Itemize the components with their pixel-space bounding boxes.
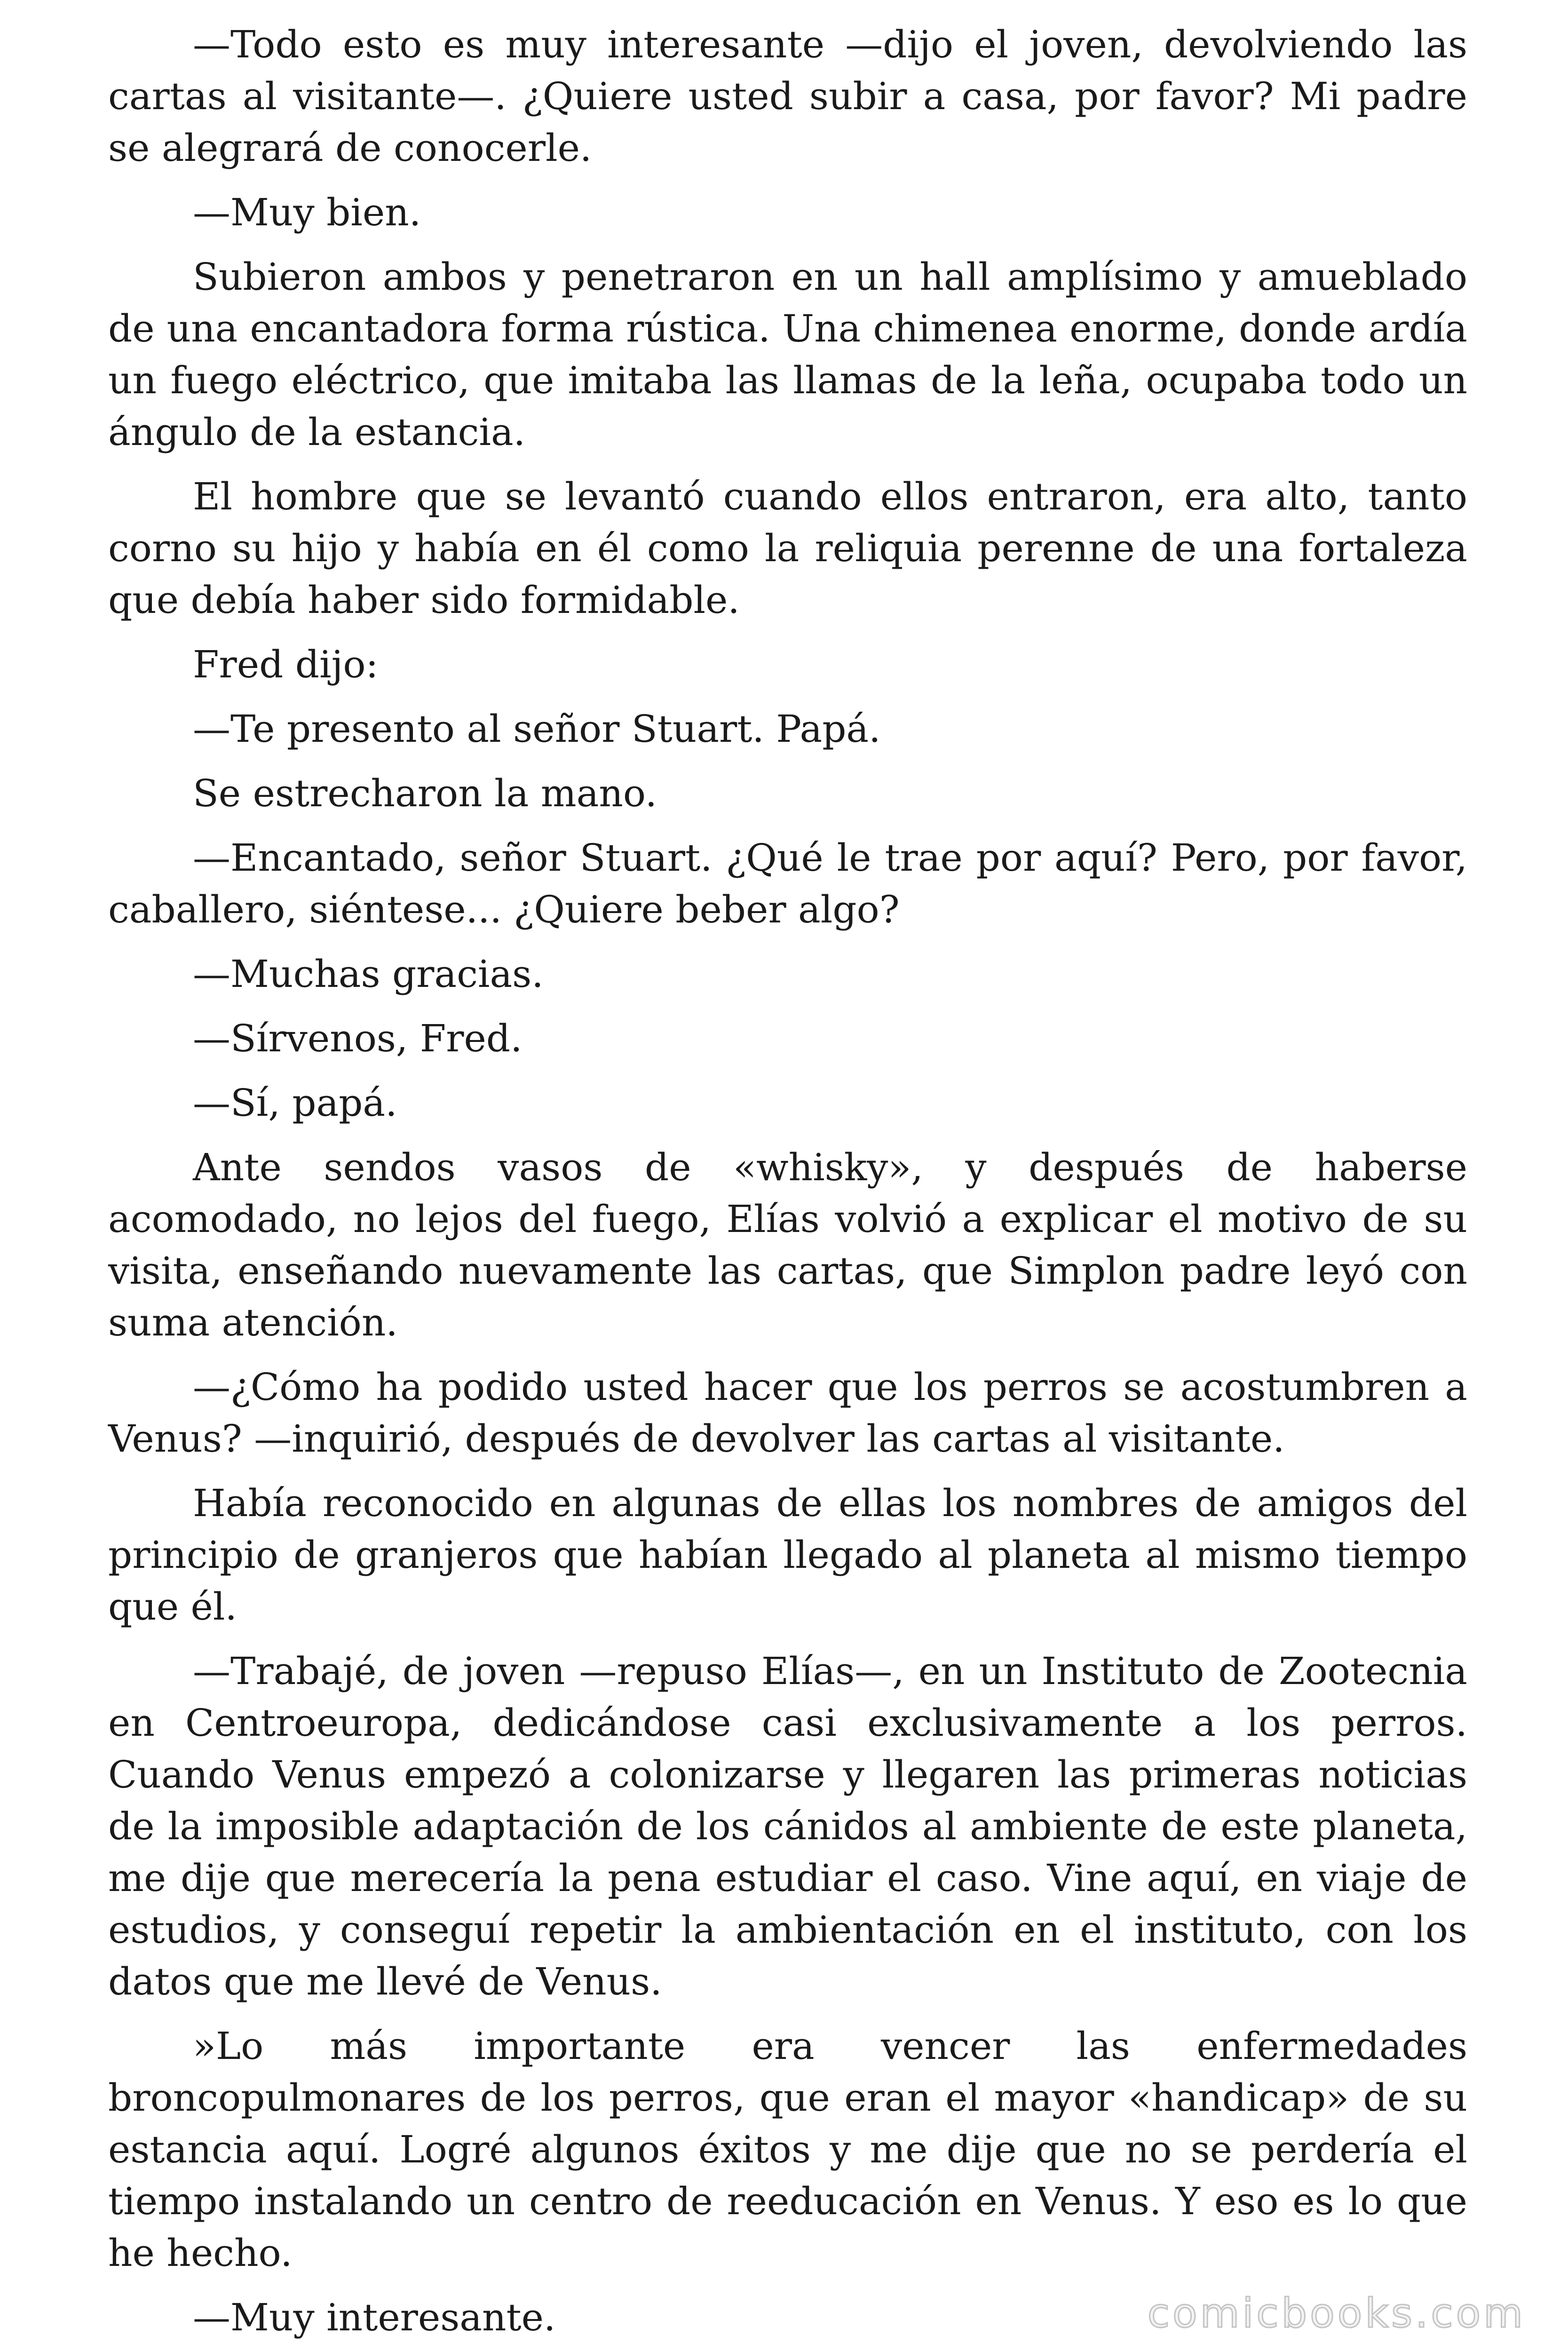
paragraph: —Trabajé, de joven —repuso Elías—, en un Instituto de Zootecnia en Centroeuropa, dedicándose casi exclusivamente a los perros. Cuando Venus empezó a colonizarse y llegaren las primeras noticias de la imposible adaptación de los cánidos al ambiente de este planeta, me dije que merecería la pena estudiar el caso. Vine aquí, en viaje de estudios, y conseguí repetir la ambientación en el instituto, con los datos que me llevé de Venus. bbox=[108, 1649, 1467, 2003]
paragraph: —¿Cómo ha podido usted hacer que los perros se acostumbren a Venus? —inquirió, después de devolver las cartas al visitante. bbox=[108, 1365, 1467, 1461]
paragraph: Había reconocido en algunas de ellas los nombres de amigos del principio de granjeros que habían llegado al planeta al mismo tiempo que él. bbox=[108, 1481, 1467, 1629]
paragraph: —Muy interesante. bbox=[193, 2296, 556, 2339]
paragraph: Fred dijo: bbox=[193, 643, 379, 686]
paragraph: —Encantado, señor Stuart. ¿Qué le trae por aquí? Pero, por favor, caballero, siéntese... ¿Quiere beber algo? bbox=[108, 836, 1467, 931]
paragraph: —Te presento al señor Stuart. Papá. bbox=[193, 707, 881, 751]
paragraph: »Lo más importante era vencer las enfermedades broncopulmonares de los perros, que eran el mayor «handicap» de su estancia aquí. Logré algunos éxitos y me dije que no se perdería el tiempo instalando un centro de reeducación en Venus. Y eso es lo que he hecho. bbox=[108, 2024, 1467, 2275]
paragraph: —Sí, papá. bbox=[193, 1081, 397, 1125]
paragraph: —Muy bien. bbox=[193, 191, 421, 234]
paragraph: —Muchas gracias. bbox=[193, 952, 544, 996]
paragraph: —Todo esto es muy interesante —dijo el joven, devolviendo las cartas al visitante—. ¿Quiere usted subir a casa, por favor? Mi padre se alegrará de conocerle. bbox=[108, 23, 1467, 170]
page-body bbox=[108, 19, 1467, 2352]
paragraph: Se estrecharon la mano. bbox=[193, 771, 657, 815]
paragraph: Ante sendos vasos de «whisky», y después de haberse acomodado, no lejos del fuego, Elías volvió a explicar el motivo de su visita, enseñando nuevamente las cartas, que Simplon padre leyó con suma atención. bbox=[108, 1145, 1467, 1344]
watermark: comicbooks.com bbox=[1147, 2290, 1526, 2337]
paragraph: —Sírvenos, Fred. bbox=[193, 1017, 523, 1060]
paragraph: El hombre que se levantó cuando ellos entraron, era alto, tanto corno su hijo y había en él como la reliquia perenne de una fortaleza que debía haber sido formidable. bbox=[108, 475, 1467, 622]
paragraph: Subieron ambos y penetraron en un hall amplísimo y amueblado de una encantadora forma rústica. Una chimenea enorme, donde ardía un fuego eléctrico, que imitaba las llamas de la leña, ocupaba todo un ángulo de la estancia. bbox=[108, 255, 1467, 454]
